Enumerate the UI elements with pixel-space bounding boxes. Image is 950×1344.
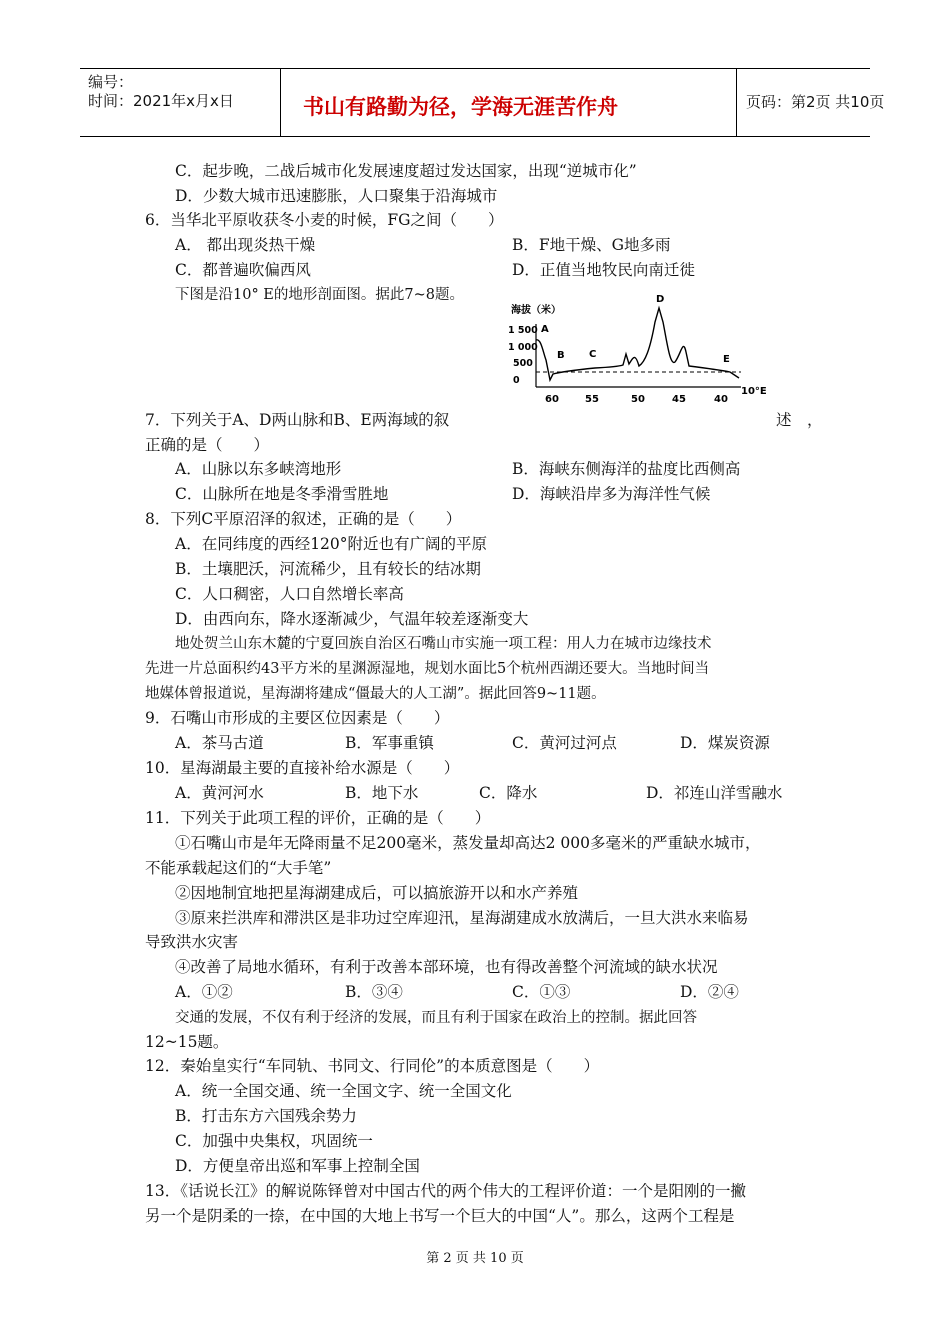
terrain-label: E	[723, 354, 730, 365]
page-footer: 第 2 页 共 10 页	[426, 1251, 524, 1266]
ytick: 1 000	[508, 342, 538, 353]
terrain-label: D	[656, 294, 665, 305]
option: A． 都出现炎热干燥	[175, 236, 316, 254]
option: C．人口稠密，人口自然增长率高	[175, 585, 404, 603]
option: B．③④	[345, 983, 403, 1001]
figure-ylabel: 海拔（米）	[511, 305, 561, 316]
text-line: 另一个是阴柔的一捺，在中国的大地上书写一个巨大的中国“人”。那么，这两个工程是	[145, 1207, 735, 1225]
question-7: 7．下列关于A、D两山脉和B、E两海域的叙	[145, 411, 450, 429]
option: B．F地干燥、G地多雨	[512, 236, 671, 254]
option: A．统一全国交通、统一全国文字、统一全国文化	[175, 1082, 512, 1100]
motto: 书山有路勤为径，学海无涯苦作舟	[303, 95, 618, 119]
terrain-label: B	[557, 350, 565, 361]
option: A．茶马古道	[175, 734, 264, 752]
option: C．黄河过河点	[512, 734, 617, 752]
question-6: 6．当华北平原收获冬小麦的时候，FG之间（ ）	[145, 211, 504, 229]
option: C．降水	[479, 784, 538, 802]
option: D．祁连山洋雪融水	[646, 784, 783, 802]
xunit-label: 10°E	[741, 386, 767, 397]
option: D．由西向东，降水逐渐减少，气温年较差逐渐变大	[175, 610, 529, 628]
number-label: 编号：	[88, 73, 134, 91]
text-line: 正确的是（ ）	[145, 436, 270, 454]
statement: ④改善了局地水循环，有利于改善本部环境，也有得改善整个河流域的缺水状况	[175, 958, 718, 976]
option: C．加强中央集权，巩固统一	[175, 1132, 373, 1150]
xtick: 55	[585, 394, 599, 404]
statement: 不能承载起这们的“大手笔”	[145, 859, 332, 877]
terrain-profile-figure	[505, 292, 770, 404]
option: A．山脉以东多峡湾地形	[175, 460, 342, 478]
option: B．军事重镇	[345, 734, 434, 752]
xtick: 60	[545, 394, 559, 404]
question-12: 12．秦始皇实行“车同轨、书同文、行同伦”的本质意图是（ ）	[145, 1057, 600, 1075]
passage-line: 先进一片总面积约43平方米的星渊源湿地，规划水面比5个杭州西湖还要大。当地时间当	[145, 661, 710, 677]
question-9: 9．石嘴山市形成的主要区位因素是（ ）	[145, 709, 450, 727]
ytick: 1 500	[508, 325, 538, 336]
option: C．山脉所在地是冬季滑雪胜地	[175, 485, 389, 503]
text-line: C．起步晚，二战后城市化发展速度超过发达国家，出现“逆城市化”	[175, 162, 637, 180]
header-meta	[80, 69, 280, 136]
header-motto-cell	[280, 69, 737, 136]
passage-line: 交通的发展，不仅有利于经济的发展，而且有利于国家在政治上的控制。据此回答	[175, 1010, 697, 1026]
option: B．打击东方六国残余势力	[175, 1107, 357, 1125]
terrain-label: A	[541, 324, 549, 335]
option: D．方便皇帝出巡和军事上控制全国	[175, 1157, 420, 1175]
question-8: 8．下列C平原沼泽的叙述，正确的是（ ）	[145, 510, 462, 528]
ytick: 0	[513, 375, 520, 386]
option: D．正值当地牧民向南迁徙	[512, 261, 695, 279]
xtick: 50	[631, 394, 645, 404]
statement: ③原来拦洪库和滞洪区是非功过空库迎汛，星海湖建成水放满后，一旦大洪水来临易	[175, 909, 749, 927]
option: A．黄河河水	[175, 784, 264, 802]
page-number-label: 页码：第2页 共10页	[746, 93, 885, 111]
xtick: 40	[714, 394, 728, 404]
option: D．②④	[680, 983, 739, 1001]
passage-line: 地媒体曾报道说，星海湖将建成“僵最大的人工湖”。据此回答9~11题。	[145, 686, 606, 702]
statement: ②因地制宜地把星海湖建成后，可以搞旅游开以和水产养殖	[175, 884, 579, 902]
xtick: 45	[672, 394, 686, 404]
text-line: D．少数大城市迅速膨胀，人口聚集于沿海城市	[175, 187, 498, 205]
figure-intro: 下图是沿10° E的地形剖面图。据此7~8题。	[175, 287, 464, 303]
question-13: 13．《话说长江》的解说陈铎曾对中国古代的两个伟大的工程评价道：一个是阳刚的一撇	[145, 1182, 746, 1200]
ytick: 500	[513, 358, 533, 369]
page-header	[80, 68, 885, 137]
question-10: 10．星海湖最主要的直接补给水源是（ ）	[145, 759, 460, 777]
question-11: 11．下列关于此项工程的评价，正确的是（ ）	[145, 809, 491, 827]
text-line: 述 ，	[776, 411, 823, 429]
option: C．都普遍吹偏西风	[175, 261, 311, 279]
option: D．海峡沿岸多为海洋性气候	[512, 485, 711, 503]
option: C．①③	[512, 983, 571, 1001]
terrain-label: C	[589, 349, 597, 360]
option: D．煤炭资源	[680, 734, 770, 752]
option: A．①②	[175, 983, 233, 1001]
option: A．在同纬度的西经120°附近也有广阔的平原	[175, 535, 488, 553]
passage-line: 地处贺兰山东木麓的宁夏回族自治区石嘴山市实施一项工程：用人力在城市边缘技术	[175, 636, 712, 652]
statement: ①石嘴山市是年无降雨量不足200毫米，蒸发量却高达2 000多毫米的严重缺水城市，	[175, 834, 761, 852]
time-label: 时间：2021年x月x日	[88, 92, 234, 110]
statement: 导致洪水灾害	[145, 933, 239, 951]
option: B．地下水	[345, 784, 419, 802]
option: B．海峡东侧海洋的盐度比西侧高	[512, 460, 741, 478]
option: B．土壤肥沃，河流稀少，且有较长的结冰期	[175, 560, 481, 578]
passage-line: 12~15题。	[145, 1033, 229, 1051]
